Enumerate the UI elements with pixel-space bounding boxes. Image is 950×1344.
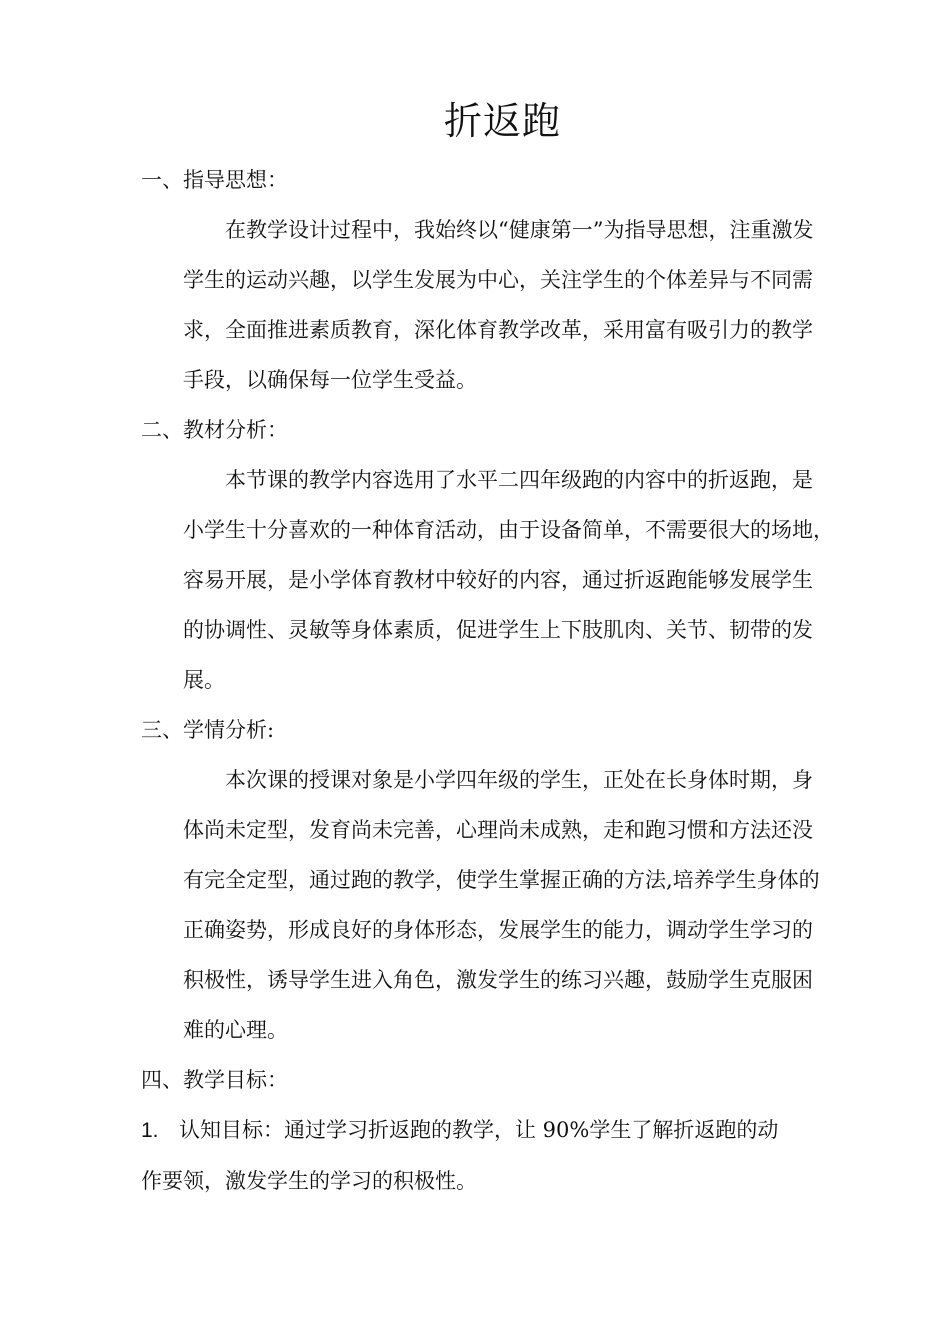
text-line: 体尚未定型，发育尚未完善，心理尚未成熟，走和跑习惯和方法还没 — [183, 818, 813, 842]
document-title: 折返跑 — [443, 99, 561, 143]
text-line: 手段，以确保每一位学生受益。 — [183, 368, 477, 392]
text-line: 本次课的授课对象是小学四年级的学生，正处在长身体时期，身 — [225, 768, 813, 792]
section-heading-teaching-goals: 四、教学目标： — [141, 1068, 288, 1092]
text-line: 正确姿势，形成良好的身体形态，发展学生的能力，调动学生学习的 — [183, 918, 813, 942]
text-line: 在教学设计过程中，我始终以“健康第一”为指导思想，注重激发 — [225, 218, 814, 242]
text-line: 积极性，诱导学生进入角色，激发学生的练习兴趣，鼓励学生克服困 — [183, 968, 813, 992]
text-line: 作要领，激发学生的学习的积极性。 — [141, 1169, 477, 1193]
section-heading-material-analysis: 二、教材分析： — [141, 418, 288, 442]
section-heading-guiding-ideology: 一、指导思想： — [141, 168, 288, 192]
text-line: 学生的运动兴趣，以学生发展为中心，关注学生的个体差异与不同需 — [183, 268, 813, 292]
text-line: 展。 — [183, 668, 225, 692]
list-item — [141, 1105, 821, 1206]
text-line: 小学生十分喜欢的一种体育活动，由于设备简单，不需要很大的场地， — [183, 518, 834, 542]
list-number: 1. — [141, 1119, 159, 1142]
text-line: 求，全面推进素质教育，深化体育教学改革，采用富有吸引力的教学 — [183, 318, 813, 342]
text-line: 容易开展，是小学体育教材中较好的内容，通过折返跑能够发展学生 — [183, 568, 813, 592]
paragraph-material-analysis — [141, 455, 834, 705]
paragraph-student-analysis — [141, 755, 821, 1055]
text-line: 的协调性、灵敏等身体素质，促进学生上下肢肌肉、关节、韧带的发 — [183, 618, 813, 642]
text-line: 本节课的教学内容选用了水平二四年级跑的内容中的折返跑，是 — [225, 468, 813, 492]
list-text: 认知目标：通过学习折返跑的教学，让 90%学生了解折返跑的动 — [179, 1118, 779, 1142]
text-line: 难的心理。 — [183, 1018, 288, 1042]
text-line: 有完全定型，通过跑的教学，使学生掌握正确的方法,培养学生身体的 — [183, 868, 820, 892]
section-heading-student-analysis: 三、学情分析: — [141, 718, 275, 742]
paragraph-guiding-ideology — [141, 205, 821, 405]
document-body — [141, 155, 834, 1206]
text-line — [141, 1105, 821, 1156]
